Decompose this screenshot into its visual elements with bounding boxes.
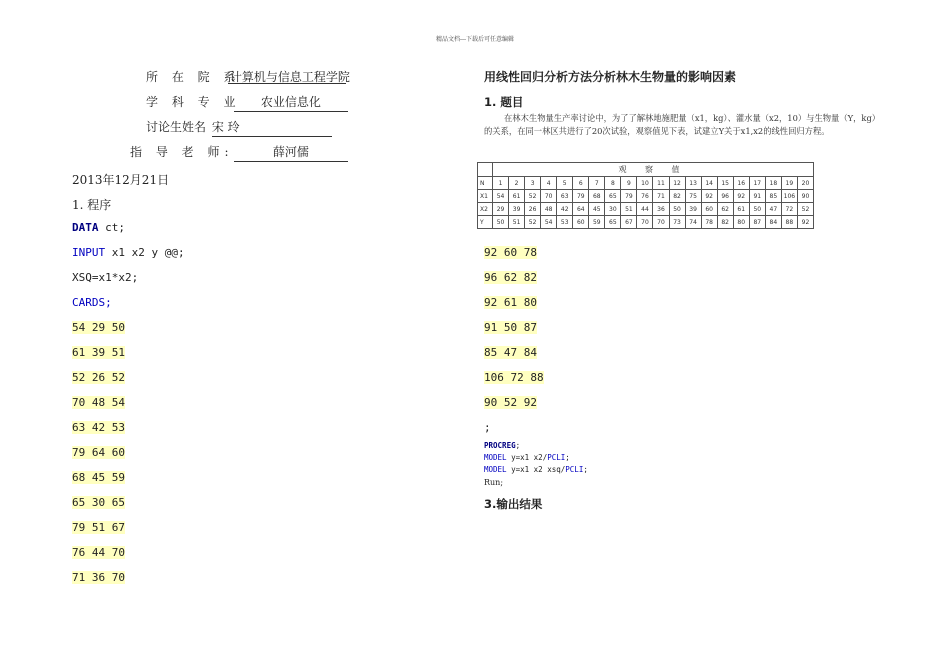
code-text: x1 x2 y @@; [105,246,185,259]
data-row [72,496,125,509]
table-row [478,203,814,216]
table-cell: 26 [525,203,541,216]
data-values: 79 64 60 [72,446,125,459]
table-cell: 62 [717,203,733,216]
info-label: 指 导 老 师: [130,145,234,159]
table-cell: 48 [541,203,557,216]
data-row [484,346,537,359]
table-cell: 19 [781,177,797,190]
table-row [478,177,814,190]
table-cell: 79 [621,190,637,203]
section-heading-output: 3.输出结果 [484,497,543,511]
table-cell: 64 [573,203,589,216]
code-line-model-2: MODEL y=x1 x2 xsq/PCLI; [484,465,588,474]
table-cell: 75 [685,190,701,203]
table-cell: 53 [557,216,573,229]
table-cell: 52 [525,216,541,229]
info-value: 农业信息化 [234,93,348,112]
table-cell: 78 [701,216,717,229]
keyword: PCLI [565,465,584,474]
table-cell: 59 [589,216,605,229]
table-cell: 70 [541,190,557,203]
info-row-advisor [130,143,348,162]
table-cell: 90 [797,190,813,203]
table-cell: 92 [797,216,813,229]
keyword: PROCREG [484,441,516,450]
data-values: 79 51 67 [72,521,125,534]
data-row [72,346,125,359]
table-cell: 63 [557,190,573,203]
table-cell: 60 [573,216,589,229]
table-cell: 65 [605,216,621,229]
table-cell: 47 [765,203,781,216]
info-row-major [146,93,348,112]
table-cell: 61 [733,203,749,216]
data-values: 54 29 50 [72,321,125,334]
data-row [484,321,537,334]
table-cell: N [478,177,493,190]
date: 2013年12月21日 [72,173,170,187]
table-cell: 65 [605,190,621,203]
table-cell: 36 [653,203,669,216]
info-value: 薛河儒 [234,143,348,162]
table-cell: 84 [765,216,781,229]
data-values: 91 50 87 [484,321,537,334]
data-row [484,371,544,384]
table-cell: 15 [717,177,733,190]
code-line-xsq: XSQ=x1*x2; [72,271,139,284]
data-row [72,446,125,459]
data-values: 70 48 54 [72,396,125,409]
table-cell: 9 [621,177,637,190]
data-values: 65 30 65 [72,496,125,509]
table-cell: 11 [653,177,669,190]
table-cell: 14 [701,177,717,190]
table-cell: 67 [621,216,637,229]
data-values: 85 47 84 [484,346,537,359]
data-values: 76 44 70 [72,546,125,559]
table-cell: X1 [478,190,493,203]
table-cell: 72 [781,203,797,216]
data-values: 92 61 80 [484,296,537,309]
table-corner [478,163,493,177]
info-value: 宋 玲 [212,118,332,137]
table-cell: 50 [669,203,685,216]
table-cell: 51 [509,216,525,229]
data-row [72,421,125,434]
table-cell: 92 [733,190,749,203]
table-cell: 60 [701,203,717,216]
table-cell: Y [478,216,493,229]
keyword: PCLI [547,453,566,462]
data-values: 71 36 70 [72,571,125,584]
info-row-student [146,118,332,137]
table-cell: 45 [589,203,605,216]
info-label: 所 在 院 系 [146,70,241,84]
data-values: 68 45 59 [72,471,125,484]
table-cell: 79 [573,190,589,203]
observation-table [477,162,814,229]
table-cell: 44 [637,203,653,216]
table-cell: 74 [685,216,701,229]
data-values: 96 62 82 [484,271,537,284]
problem-paragraph: 在林木生物量生产率讨论中，为了了解林地施肥量（x1，kg）、灌水量（x2，10）与生物量（Y，kg）的关系，在同一林区共进行了20次试验，观察值见下表，试建立Y关于x1,x2的线性回归方程。 [484,113,876,136]
data-row [484,246,537,259]
info-value: 计算机与信息工程学院 [229,70,350,84]
table-cell: 85 [765,190,781,203]
table-cell: 68 [589,190,605,203]
code-line-end: ; [484,421,491,434]
data-row [484,271,537,284]
data-row [72,471,125,484]
data-row [72,321,125,334]
keyword: DATA [72,221,99,234]
table-cell: 71 [653,190,669,203]
table-cell: 50 [749,203,765,216]
table-cell: 88 [781,216,797,229]
info-label: 讨论生姓名 [146,120,207,134]
data-row [72,371,125,384]
data-values: 92 60 78 [484,246,537,259]
code-line-run: Run; [484,478,504,487]
table-cell: 50 [493,216,509,229]
table-cell: 54 [493,190,509,203]
table-cell: 3 [525,177,541,190]
table-cell: 91 [749,190,765,203]
table-cell: 52 [797,203,813,216]
table-cell: 1 [493,177,509,190]
data-row [72,546,125,559]
keyword: INPUT [72,246,106,259]
table-cell: 70 [637,216,653,229]
table-cell: 51 [621,203,637,216]
data-values: 52 26 52 [72,371,125,384]
code-line-procreg: PROCREG; [484,441,521,450]
table-cell: 16 [733,177,749,190]
table-cell: 61 [509,190,525,203]
table-cell: 18 [765,177,781,190]
data-row [72,521,125,534]
table-cell: 39 [685,203,701,216]
table-cell: 4 [541,177,557,190]
table-row [478,216,814,229]
table-title: 观 察 值 [493,163,814,177]
info-label: 学 科 专 业 [146,95,241,109]
table-row [478,190,814,203]
code-line-model-1: MODEL y=x1 x2/PCLI; [484,453,570,462]
code-text: ct; [98,221,125,234]
code-line-cards: CARDS; [72,296,112,309]
table-cell: 82 [669,190,685,203]
table-cell: 73 [669,216,685,229]
table-cell: 39 [509,203,525,216]
table-cell: 29 [493,203,509,216]
header-note: 精品文档---下载后可任意编辑 [435,36,515,43]
table-cell: 8 [605,177,621,190]
data-row [72,396,125,409]
data-values: 63 42 53 [72,421,125,434]
section-heading-problem: 1. 题目 [484,95,524,109]
data-row [72,571,125,584]
table-cell: 13 [685,177,701,190]
section-program: 1. 程序 [72,198,112,212]
table-cell: 12 [669,177,685,190]
table-cell: 54 [541,216,557,229]
table-cell: 96 [717,190,733,203]
underline [228,83,346,84]
table-cell: 30 [605,203,621,216]
table-cell: 82 [717,216,733,229]
table-cell: 42 [557,203,573,216]
table-cell: 106 [781,190,797,203]
data-values: 106 72 88 [484,371,544,384]
table-cell: 2 [509,177,525,190]
keyword: MODEL [484,465,507,474]
data-values: 61 39 51 [72,346,125,359]
table-cell: 76 [637,190,653,203]
table-cell: 20 [797,177,813,190]
table-cell: 80 [733,216,749,229]
table-cell: 92 [701,190,717,203]
table-cell: 17 [749,177,765,190]
table-cell: 7 [589,177,605,190]
table-cell: X2 [478,203,493,216]
table-cell: 70 [653,216,669,229]
data-row [484,296,537,309]
table-cell: 10 [637,177,653,190]
data-values: 90 52 92 [484,396,537,409]
data-row [484,396,537,409]
document-title: 用线性回归分析方法分析林木生物量的影响因素 [484,70,737,84]
table-cell: 5 [557,177,573,190]
table-cell: 6 [573,177,589,190]
code-line-input [72,246,185,259]
keyword: MODEL [484,453,507,462]
code-line-data [72,221,125,234]
table-cell: 52 [525,190,541,203]
table-cell: 87 [749,216,765,229]
